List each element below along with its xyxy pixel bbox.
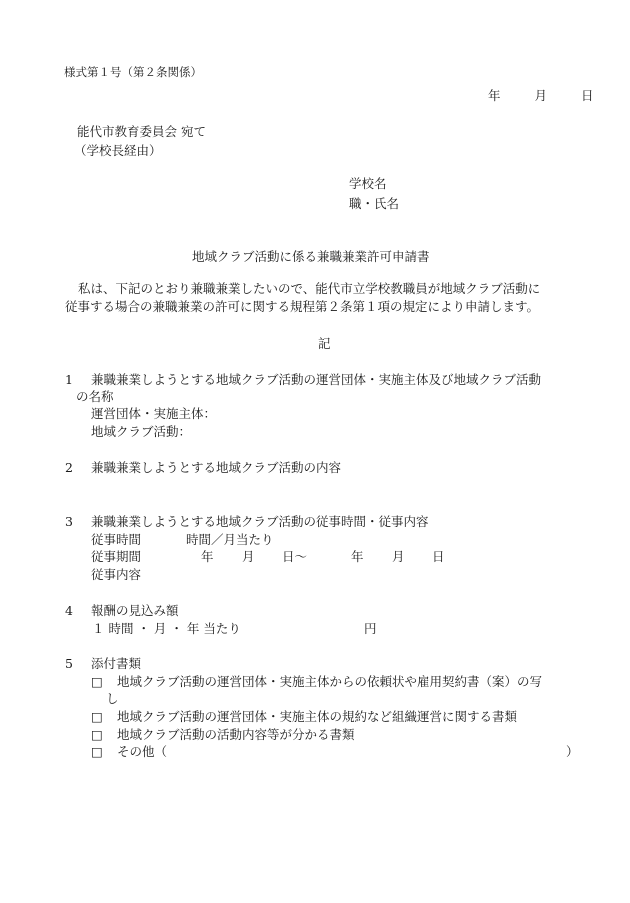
date-day-label: 日 <box>581 88 594 103</box>
attachment-continuation: し <box>106 691 119 706</box>
school-name-label: 学校名 <box>349 176 387 191</box>
form-number: 様式第１号（第２条関係） <box>64 65 202 79</box>
work-content-label: 従事内容 <box>91 567 142 582</box>
period-day-1: 日～ <box>282 549 308 564</box>
checkbox-icon: □ <box>91 744 103 759</box>
date-month-label: 月 <box>534 88 548 103</box>
period-year-1: 年 <box>201 549 214 564</box>
item-number: 1 <box>65 372 73 387</box>
item-2 <box>65 460 341 476</box>
rate-basis: １ 時間 ・ 月 ・ 年 当たり <box>92 621 241 636</box>
item-text: 兼職兼業しようとする地域クラブ活動の運営団体・実施主体及び地域クラブ活動 <box>91 372 542 387</box>
period-month-2: 月 <box>392 549 405 564</box>
position-name-label: 職・氏名 <box>349 196 400 211</box>
item-text: 兼職兼業しようとする地域クラブ活動の従事時間・従事内容 <box>91 514 429 529</box>
item-number: 2 <box>65 460 73 475</box>
other-close-paren: ） <box>566 744 579 759</box>
intro-line-1: 私は、下記のとおり兼職兼業したいので、能代市立学校教職員が地域クラブ活動に <box>78 281 541 296</box>
org-label: 運営団体・実施主体： <box>91 406 217 421</box>
item-1 <box>65 372 541 388</box>
item-3 <box>65 514 429 530</box>
currency-yen: 円 <box>364 621 377 636</box>
via-principal: （学校長経由） <box>74 143 162 158</box>
attachment-item <box>91 744 167 760</box>
item-5 <box>65 656 141 672</box>
application-date <box>488 88 594 104</box>
period-month-1: 月 <box>242 549 255 564</box>
checkbox-icon: □ <box>91 674 103 689</box>
item-number: 5 <box>65 656 73 671</box>
checkbox-icon: □ <box>91 709 103 724</box>
item-text: 添付書類 <box>91 656 142 671</box>
club-label: 地域クラブ活動： <box>91 424 192 439</box>
attachment-label: 地域クラブ活動の活動内容等が分かる書類 <box>117 727 355 742</box>
attachment-item <box>91 709 517 725</box>
ki-heading: 記 <box>318 336 331 351</box>
work-hours-label: 従事時間 <box>91 532 142 547</box>
document-title: 地域クラブ活動に係る兼職兼業許可申請書 <box>192 249 430 264</box>
item-number: 4 <box>65 603 73 618</box>
period-day-2: 日 <box>432 549 445 564</box>
attachment-item <box>91 674 542 690</box>
attachment-label: その他（ <box>117 744 168 759</box>
addressee: 能代市教育委員会 宛て <box>77 124 206 139</box>
intro-line-2: 従事する場合の兼職兼業の許可に関する規程第２条第１項の規定により申請します。 <box>65 299 540 314</box>
date-year-label: 年 <box>488 88 501 103</box>
item-number: 3 <box>65 514 73 529</box>
checkbox-icon: □ <box>91 727 103 742</box>
attachment-item <box>91 727 355 743</box>
attachment-label: 地域クラブ活動の運営団体・実施主体の規約など組織運営に関する書類 <box>117 709 518 724</box>
work-period-label: 従事期間 <box>91 549 142 564</box>
item-1-continuation: の名称 <box>76 389 114 404</box>
item-4 <box>65 603 179 619</box>
attachment-label: 地域クラブ活動の運営団体・実施主体からの依頼状や雇用契約書（案）の写 <box>117 674 543 689</box>
item-text: 報酬の見込み額 <box>91 603 179 618</box>
period-year-2: 年 <box>351 549 364 564</box>
item-text: 兼職兼業しようとする地域クラブ活動の内容 <box>91 460 342 475</box>
work-hours-unit: 時間／月当たり <box>186 532 274 547</box>
